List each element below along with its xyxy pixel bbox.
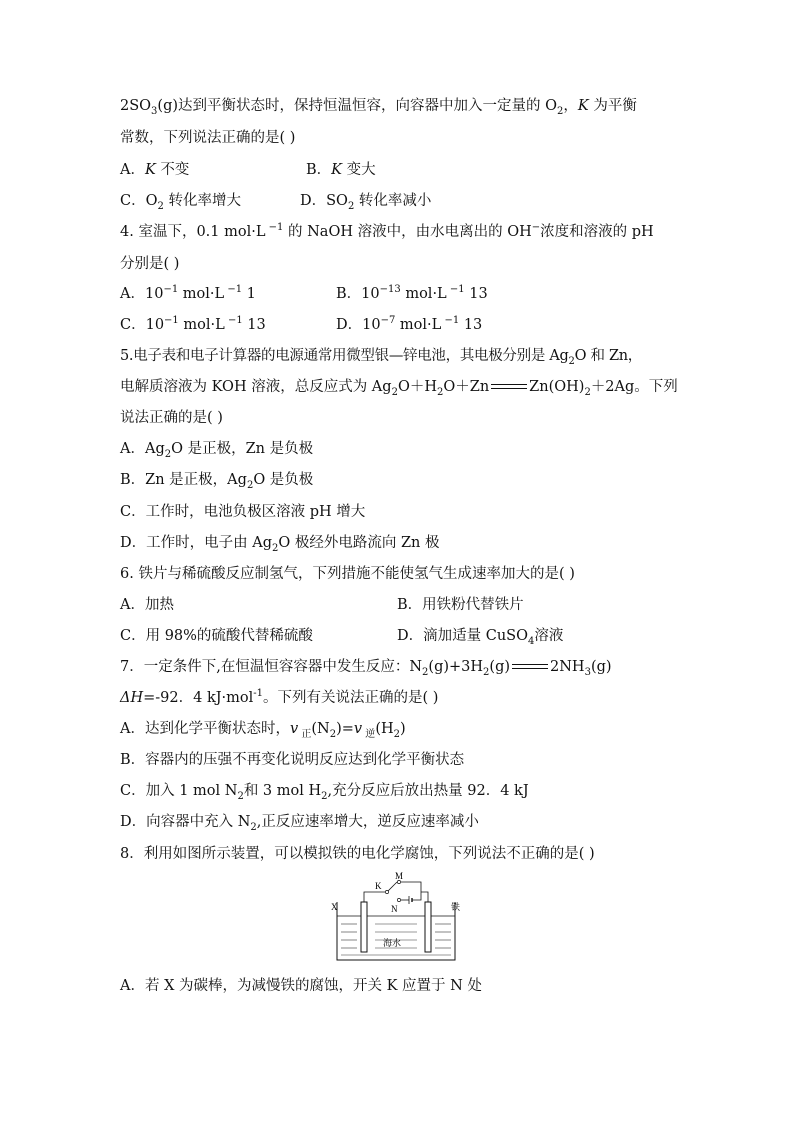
q7-stem-line2: ΔH=-92．4 kJ·mol$^{-1}$。下列有关说法正确的是( ) <box>120 688 439 706</box>
q5-option-b: B．Zn 是正极，$Ag_2O$ 是负极 <box>120 472 314 491</box>
q5-stem-line1: 5.电子表和电子计算器的电源通常用微型银—锌电池，其电极分别是 $Ag_2O$ 和 Zn， <box>120 348 642 367</box>
q7-option-c: C．加入 1 mol $N_2$和 3 mol $H_2$,充分反应后放出热量 92．4 kJ <box>120 783 529 802</box>
label-k: K <box>375 881 382 891</box>
q8-stem: 8．利用如图所示装置，可以模拟铁的电化学腐蚀，下列说法不正确的是( ) <box>120 846 595 862</box>
electrode-iron <box>425 902 431 952</box>
q7-stem-line1: 7．一定条件下,在恒温恒容容器中发生反应：$N_2(g)+3H_2(g)$ $2NH_3(g)$ <box>120 659 612 678</box>
q8-option-a: A．若 X 为碳棒，为减慢铁的腐蚀，开关 K 应置于 N 处 <box>120 978 482 994</box>
q3-option-c: C．$O_2$ 转化率增大 <box>120 193 241 212</box>
q5-option-d: D．工作时，电子由 $Ag_2O$ 极经外电路流向 Zn 极 <box>120 535 440 554</box>
q5-stem-line2: 电解质溶液为 KOH 溶液，总反应式为 $Ag_2O+H_2O+Zn$ $Zn(OH)_2+2Ag$。下列 <box>120 379 678 398</box>
q3-option-d: D．$SO_2$ 转化率减小 <box>300 193 432 212</box>
q4-stem-line1: 4. 室温下，0.1 mol·L $^{-1}$ 的 NaOH 溶液中，由水电离出的 OH−浓度和溶液的 pH <box>120 222 654 240</box>
q3-option-b: B．K 变大 <box>306 162 376 178</box>
q5-option-a: A．$Ag_2O$ 是正极，Zn 是负极 <box>120 441 314 460</box>
q7-option-d: D．向容器中充入 $N_2$,正反应速率增大，逆反应速率减小 <box>120 814 479 833</box>
q7-option-a: A．达到化学平衡状态时，v $_正(N_2)=v$ $_逆(H_2)$ <box>120 721 406 740</box>
q6-option-b: B．用铁粉代替铁片 <box>397 597 524 613</box>
q5-stem-line3: 说法正确的是( ) <box>120 410 223 426</box>
q7-option-b: B．容器内的压强不再变化说明反应达到化学平衡状态 <box>120 752 465 768</box>
label-x: X <box>331 902 338 912</box>
label-m: M <box>395 872 404 881</box>
q4-option-a: A．$10^{-1}$ mol·L $^{-1}$ 1 <box>120 284 256 302</box>
q6-stem: 6. 铁片与稀硫酸反应制氢气，下列措施不能使氢气生成速率加大的是( ) <box>120 566 575 582</box>
q3-stem-line2: 常数，下列说法正确的是( ) <box>120 130 296 146</box>
q6-option-a: A．加热 <box>120 597 174 613</box>
q3-option-a: A．K 不变 <box>120 162 190 178</box>
corrosion-apparatus-figure <box>325 872 475 964</box>
electrode-x <box>361 902 367 952</box>
q4-option-c: C．$10^{-1}$ mol·L $^{-1}$ 13 <box>120 315 266 333</box>
q3-stem-line1: $2SO_3(g)$达到平衡状态时，保持恒温恒容，向容器中加入一定量的 $O_2$，K 为平衡 <box>120 98 637 117</box>
label-n: N <box>391 904 398 914</box>
label-seawater: 海水 <box>383 939 402 949</box>
equilibrium-arrow-icon <box>512 663 548 671</box>
q6-option-c: C．用 98%的硫酸代替稀硫酸 <box>120 628 313 644</box>
q4-stem-line2: 分别是( ) <box>120 256 180 272</box>
q4-option-d: D．$10^{-7}$ mol·L $^{-1}$ 13 <box>336 315 483 333</box>
label-iron: 铁 <box>451 903 461 913</box>
q6-option-d: D．滴加适量 CuSO$_4$溶液 <box>397 628 564 647</box>
q5-option-c: C．工作时，电池负极区溶液 pH 增大 <box>120 504 366 520</box>
equals-sign-icon <box>491 383 527 391</box>
q4-option-b: B．$10^{-13}$ mol·L $^{-1}$ 13 <box>336 284 488 302</box>
